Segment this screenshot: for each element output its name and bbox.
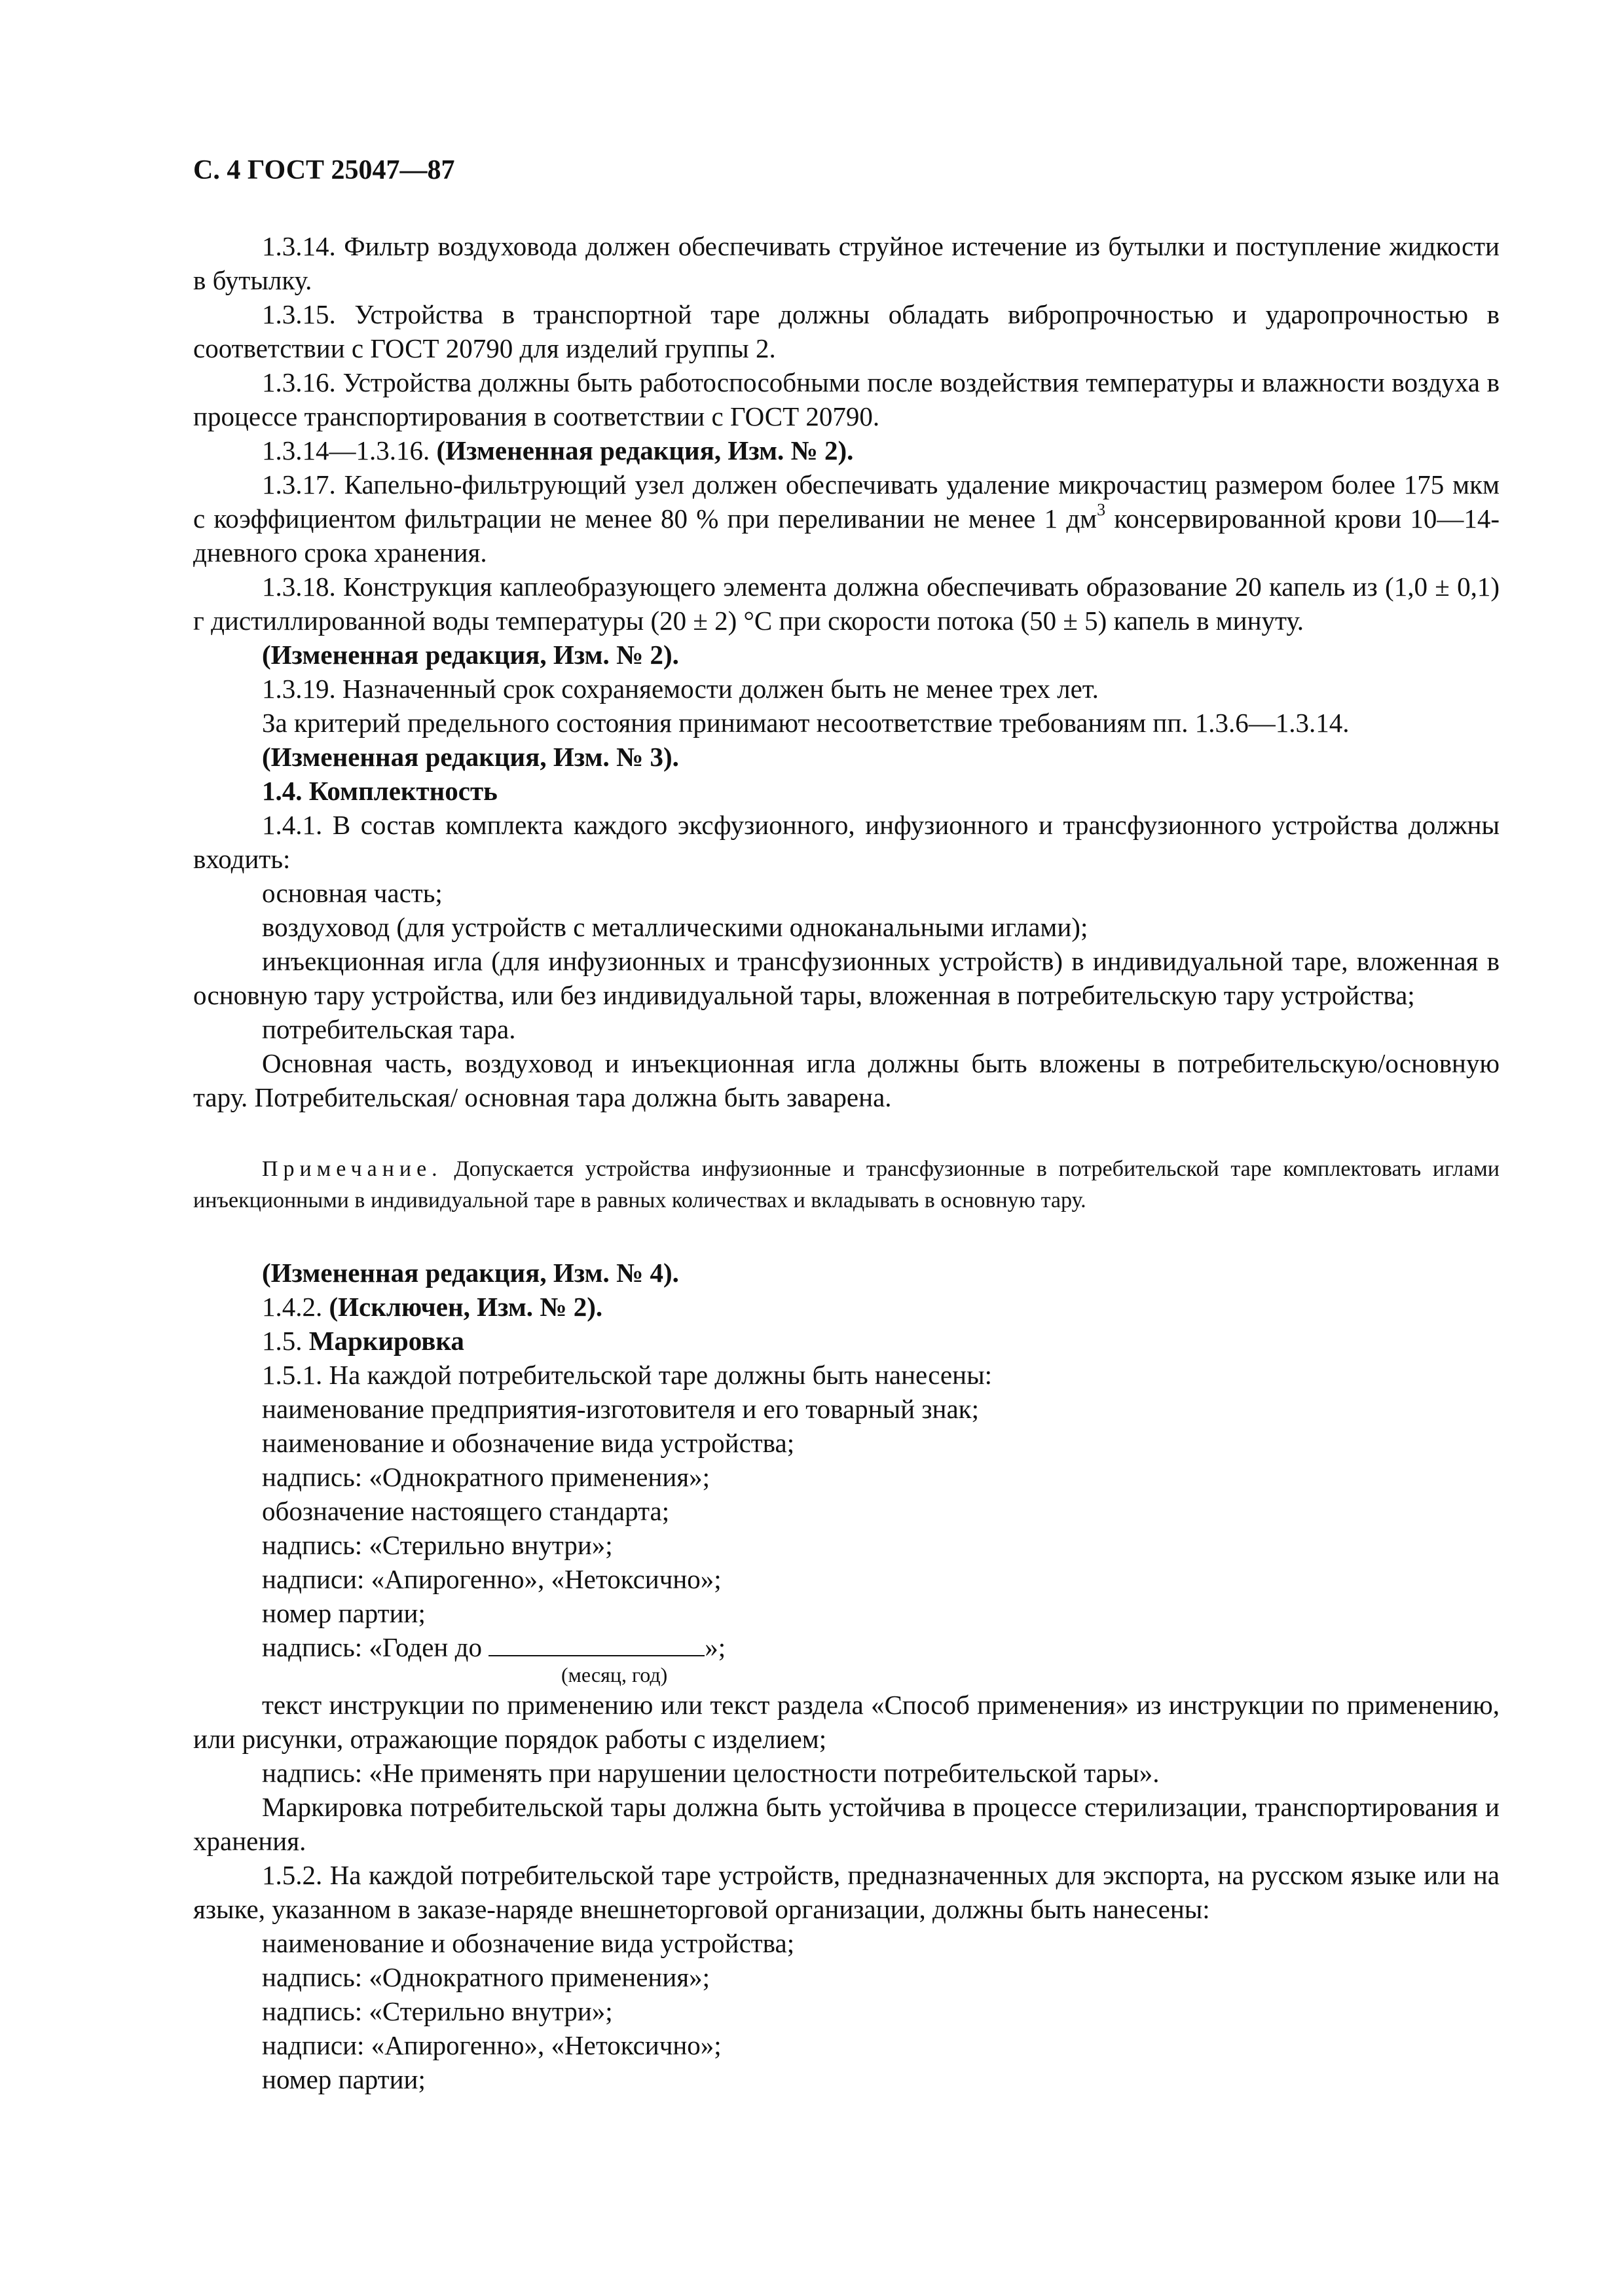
- list-item: надпись: «Однократного применения»;: [262, 1962, 710, 1992]
- paragraph-1-4-2: [193, 1290, 1500, 1324]
- list-item: наименование и обозначение вида устройства;: [262, 1928, 795, 1958]
- amendment-text: (Измененная редакция, Изм. № 2).: [436, 435, 854, 465]
- clause-text: Капельно-фильтрующий узел должен обеспечивать удаление микрочастиц размером более 175 мкм с коэффициентом фильтрации не менее 80 % при переливании не менее 1 дм: [193, 469, 1500, 534]
- paragraph-1-4-1: [193, 808, 1500, 876]
- list-item: инъекционная игла (для инфузионных и трансфузионных устройств) в индивидуальной таре, вложенная в основную тару устройства, или без индивидуальной тары, вложенная в потребительскую тару устройства;: [193, 946, 1500, 1010]
- list-item: надписи: «Апирогенно», «Нетоксично»;: [262, 2030, 722, 2060]
- blank-caption: (месяц, год): [561, 1663, 668, 1686]
- clause-number: 1.5.2.: [262, 1860, 323, 1890]
- clause-number: 1.3.16.: [262, 367, 336, 397]
- expiry-end: »;: [705, 1632, 726, 1662]
- list-item: надпись: «Стерильно внутри»;: [262, 1996, 613, 2026]
- superscript: 3: [1097, 500, 1106, 519]
- list-item: текст инструкции по применению или текст раздела «Способ применения» из инструкции по применению, или рисунки, отражающие порядок работы с изделием;: [193, 1690, 1500, 1754]
- list-item: наименование и обозначение вида устройства;: [262, 1428, 795, 1458]
- list-item: надписи: «Апирогенно», «Нетоксично»;: [262, 1564, 722, 1594]
- expiry-label: надпись: «Годен до: [262, 1632, 482, 1662]
- clause-text: На каждой потребительской таре должны быть нанесены:: [329, 1360, 993, 1390]
- amendment-note: (Измененная редакция, Изм. № 2).: [262, 640, 679, 670]
- note-text: Допускается устройства инфузионные и трансфузионные в потребительской таре комплектовать иглами инъекционными в индивидуальной таре в равных количествах и вкладывать в основную тару.: [193, 1157, 1500, 1212]
- clause-text: Назначенный срок сохраняемости должен быть не менее трех лет.: [342, 674, 1099, 704]
- list-item: номер партии;: [262, 2064, 426, 2094]
- list-item: воздуховод (для устройств с металлическими одноканальными иглами);: [262, 912, 1088, 942]
- list-item: основная часть;: [262, 878, 443, 908]
- clause-text-tail: консервированной крови 10—14-дневного срока хранения.: [193, 503, 1500, 568]
- list-item: наименование предприятия-изготовителя и его товарный знак;: [262, 1394, 979, 1424]
- list-item: надпись: «Не применять при нарушении целостности потребительской тары».: [262, 1758, 1160, 1788]
- clause-text: Фильтр воздуховода должен обеспечивать струйное истечение из бутылки и поступление жидкости в бутылку.: [193, 231, 1500, 295]
- expiry-blank-line: [488, 1631, 705, 1656]
- page-header: С. 4 ГОСТ 25047—87: [193, 155, 455, 185]
- clause-number: 1.3.14.: [262, 231, 336, 261]
- paragraph-1-3-19: [193, 672, 1500, 706]
- paragraph-criteria: За критерий предельного состояния принимают несоответствие требованиям пп. 1.3.6—1.3.14.: [262, 708, 1350, 738]
- document-body: [193, 229, 1500, 2096]
- paragraph-1-3-16: [193, 365, 1500, 433]
- clause-number: 1.4.2.: [262, 1292, 323, 1322]
- clause-number: 1.3.17.: [262, 469, 336, 500]
- list-item: потребительская тара.: [262, 1014, 516, 1044]
- section-number: 1.5.: [262, 1326, 303, 1356]
- clause-range: 1.3.14—1.3.16.: [262, 435, 430, 465]
- section-heading-1-4: 1.4. Комплектность: [262, 776, 498, 806]
- clause-number: 1.4.1.: [262, 810, 323, 840]
- list-item: номер партии;: [262, 1598, 426, 1628]
- clause-number: 1.5.1.: [262, 1360, 323, 1390]
- paragraph-1-3-14: [193, 229, 1500, 297]
- paragraph-1-5-1: [193, 1358, 1500, 1392]
- paragraph-1-3-15: [193, 297, 1500, 365]
- paragraph-packaging: Основная часть, воздуховод и инъекционная игла должны быть вложены в потребительскую/основную тару. Потребительская/ основная тара должна быть заварена.: [193, 1048, 1500, 1112]
- note-label: Примечание.: [262, 1157, 443, 1181]
- clause-number: 1.3.18.: [262, 572, 336, 602]
- paragraph-1-3-17: [193, 467, 1500, 570]
- list-item-expiry: [193, 1630, 1500, 1664]
- list-item: обозначение настоящего стандарта;: [262, 1496, 670, 1526]
- amendment-note: (Измененная редакция, Изм. № 4).: [262, 1258, 679, 1288]
- section-heading-1-5: [193, 1324, 1500, 1358]
- amendment-text: (Исключен, Изм. № 2).: [329, 1292, 603, 1322]
- note: [193, 1154, 1500, 1216]
- clause-text: В состав комплекта каждого эксфузионного, инфузионного и трансфузионного устройства должны входить:: [193, 810, 1500, 874]
- clause-text: Устройства должны быть работоспособными после воздействия температуры и влажности воздуха в процессе транспортирования в соответствии с ГОСТ 20790.: [193, 367, 1500, 431]
- amendment-note: [193, 433, 1500, 467]
- list-item: надпись: «Стерильно внутри»;: [262, 1530, 613, 1560]
- paragraph-1-3-18: [193, 570, 1500, 638]
- clause-text: Устройства в транспортной таре должны обладать вибропрочностью и ударопрочностью в соответствии с ГОСТ 20790 для изделий группы 2.: [193, 299, 1500, 363]
- section-title: Маркировка: [308, 1326, 464, 1356]
- clause-number: 1.3.15.: [262, 299, 336, 329]
- clause-text: На каждой потребительской таре устройств, предназначенных для экспорта, на русском языке или на языке, указанном в заказе-наряде внешнеторговой организации, должны быть нанесены:: [193, 1860, 1500, 1924]
- clause-text: Конструкция каплеобразующего элемента должна обеспечивать образование 20 капель из (1,0 ± 0,1) г дистиллированной воды температуры (20 ± 2) °С при скорости потока (50 ± 5) капель в минуту.: [193, 572, 1500, 636]
- amendment-note: (Измененная редакция, Изм. № 3).: [262, 742, 679, 772]
- paragraph-1-5-2: [193, 1858, 1500, 1926]
- clause-number: 1.3.19.: [262, 674, 336, 704]
- paragraph-marking-durability: Маркировка потребительской тары должна быть устойчива в процессе стерилизации, транспортирования и хранения.: [193, 1792, 1500, 1856]
- list-item: надпись: «Однократного применения»;: [262, 1462, 710, 1492]
